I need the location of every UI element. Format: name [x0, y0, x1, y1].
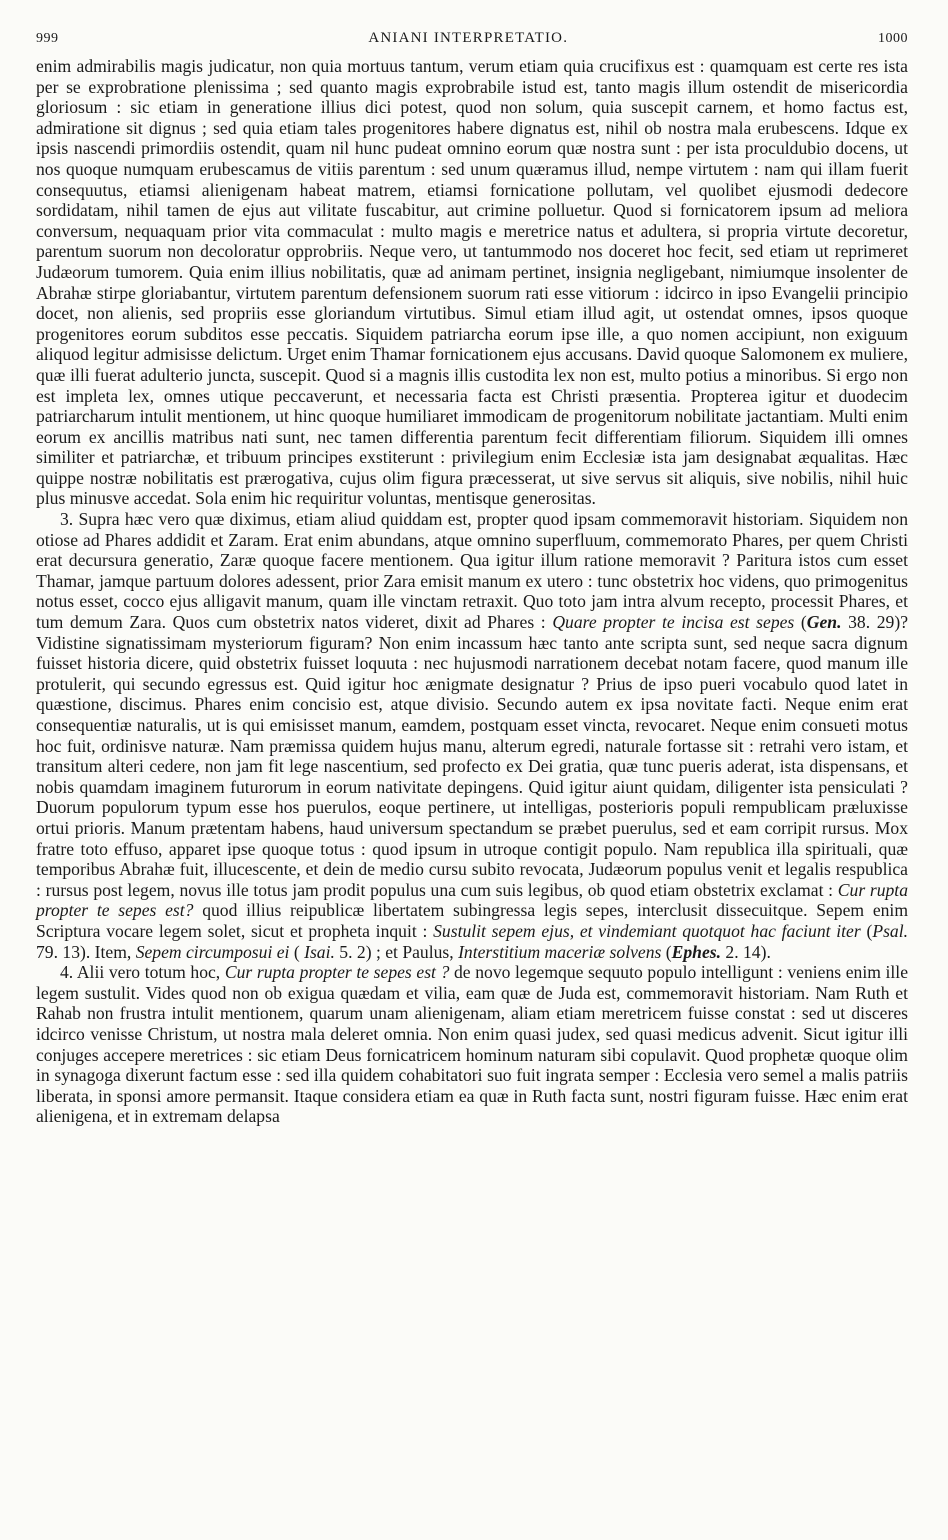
quotation: Sustulit sepem ejus, et vindemiant quotquot hac faciunt iter [433, 920, 861, 941]
paragraph-1: enim admirabilis magis judicatur, non quia mortuus tantum, verum etiam quia crucifixus est : quamquam est certe res ista per se exprobratione plenissima ; sed quanto magis exprobrabile istud est, tanto magis illum ostendit de misericordia gloriosum : sic etiam in generatione illius dici potest, quod non solum, quia suscepit carnem, et homo factus est, admiratione sit dignus ; sed quia etiam tales progenitores habere dignatus est, nihil ob nostra mala erubescens. Idque ex ipsis nascendi primordiis ostendit, quam nil hunc pudeat omnino eorum quæ nostra sunt : per ista proculdubio docens, ut nos quoque numquam erubescamus de vitiis parentum : sed unum quæramus illud, nempe virtutem : nam qui illam fuerit consequutus, etiamsi alienigenam habeat matrem, etiamsi fornicatione pollutam, vel quolibet ejusmodi dedecore sordidatam, nihil tamen de ejus aut vilitate fuscabitur, aut crimine polluetur. Quod si fornicatorem ipsum ad meliora conversum, nequaquam prior vita commaculat : multo magis e meretrice natus et adultera, si propria virtute decoretur, parentum suorum non decoloratur opprobriis. Neque vero, ut tantummodo nos doceret hoc fecit, sed etiam ut reprimeret Judæorum tumorem. Quia enim illius nobilitatis, quæ ad animam pertinet, insignia negligebant, nimiumque insolenter de Abrahæ stirpe gloriabantur, virtutem parentum defensionem suorum rati esse vitiorum : idcirco in ipso Evangelii principio docet, non alienis, sed propriis esse gloriandum virtutibus. Simul etiam illud agit, ut ostendat omnes, ipsos quoque progenitores eorum subditos esse peccatis. Siquidem patriarcha eorum ipse ille, a quo nomen accipiunt, non exiguum aliquod legitur admisisse delictum. Urget enim Thamar fornicationem ejus accusans. David quoque Salomonem ex muliere, quæ illi fuerat adulterio juncta, suscepit. Quod si a magnis illis custodita lex non est, multo potius a minoribus. Si ergo non est impleta lex, omnes utique peccaverunt, et necessaria facta est Christi præsentia. Propterea igitur et duodecim patriarcharum intulit mentionem, ut hinc quoque humiliaret immodicam de progenitorum nobilitate jactantiam. Multi enim eorum ex ancillis matribus nati sunt, nec tamen differentia parentum fecit differentiam filiorum. Siquidem illi omnes similiter et patriarchæ, et tribuum principes exstiterunt : privilegium enim Ecclesiæ ista jam designabat æqualitas. Hæc quippe nostræ nobilitatis est prærogativa, cujus olim figura præcesserat, ut sive servus sit aliquis, sive nobilis, nihil huic plus minusve accedat. Sola enim hic requiritur voluntas, mentisque generositas. [36, 56, 908, 509]
quotation: Quare propter te incisa est sepes [552, 612, 795, 633]
right-page-number: 1000 [878, 31, 908, 46]
reference-number: 79. 13). Item, [36, 941, 132, 962]
paragraph-2-continued: 38. 29)? Vidistine signatissimam mysteriorum figuram? Non enim incassum hæc tanto ante scripta sunt, sed neque sacra dignum fuisset historia dicere, quid obstetrix fuisset loquuta : nec hujusmodi narrationem decebat notam facere, quod manum ille protulerit, qui secundo egressus est. Quid igitur hoc ænigmate designatur ? Prius de ipso pueri vocabulo quod latet in quæstione, discimus. Phares enim concisio est, atque divisio. Secundo autem ex ipsa novitate facti. Neque enim erat consequentiæ naturalis, ut is qui emisisset manum, eamdem, postquam esset vincta, revocaret. Neque enim consueti motus hoc fuit, ordinisve naturæ. Nam præmissa quidem hujus manu, alterum egredi, naturale fortasse sit : retrahi vero istam, et transitum alteri cedere, non jam fit lege nascentium, sed profecto ex Dei gratia, quæ tunc pueris aderat, ista dispensans, et nobis quamdam imaginem futurorum in eorum nativitate depingens. Quid igitur aiunt quidam, diligenter ista pensiculati ? Duorum populorum typum esse hos puerulos, eoque pertinere, ut intelligas, posterioris populi rempublicam præluxisse ortui prioris. Manum prætentam habens, haud universum spectandum se præbet puerulus, sed et eam corripit rursus. Mox fratre toto effuso, apparet ipse quoque totus : quod ipsum in utroque contigit populo. Nam republica illa spirituali, quæ temporibus Abrahæ fuit, illucescente, et dein de medio cursu subito revocata, Judæorum populus venit et legalis respublica : rursus post legem, novus ille totus jam prodit populus una cum suis legibus, ob quod etiam obstetrix exclamat : [36, 612, 909, 900]
paragraph-2: 3. Supra hæc vero quæ diximus, etiam aliud quiddam est, propter quod ipsam commemoravit historiam. Siquidem non otiose ad Phares addidit et Zaram. Erat enim abundans, atque omnino superfluum, commemorato Phares, per quem Christi erat decursura generatio, Zaræ quoque facere mentionem. Qua igitur illum ratione memoravit ? Paritura istos cum esset Thamar, jamque partuum dolores adessent, prior Zara emisit manum ex utero : tunc obstetrix hoc videns, quo primogenitus notus esset, cocco ejus alligavit manum, quam ille vinctam retraxit. Quo toto jam intra alvum recepto, processit Phares, et tum demum Zara. Quos cum obstetrix natos videret, dixit ad Phares : Quare propter te incisa est sepes (Gen. 38. 29)? Vidistine signatissimam mysteriorum figuram? Non enim incassum hæc tanto ante scripta sunt, sed neque sacra dignum fuisset historia dicere, quid obstetrix fuisset loquuta : nec hujusmodi narrationem decebat notam facere, quod manum ille protulerit, qui secundo egressus est. Quid igitur hoc ænigmate designatur ? Prius de ipso pueri vocabulo quod latet in quæstione, discimus. Phares enim concisio est, atque divisio. Secundo autem ex ipsa novitate facti. Neque enim erat consequentiæ naturalis, ut is qui emisisset manum, eamdem, postquam esset vincta, revocaret. Neque enim consueti motus hoc fuit, ordinisve naturæ. Nam præmissa quidem hujus manu, alterum egredi, naturale fortasse sit : retrahi vero istam, et transitum alteri cedere, non jam fit lege nascentium, sed profecto ex Dei gratia, quæ tunc pueris aderat, ista dispensans, et nobis quamdam imaginem futurorum in eorum nativitate depingens. Quid igitur aiunt quidam, diligenter ista pensiculati ? Duorum populorum typum esse hos puerulos, eoque pertinere, ut intelligas, posterioris populi rempublicam præluxisse ortui prioris. Manum prætentam habens, haud universum spectandum se præbet puerulus, sed et eam corripit rursus. Mox fratre toto effuso, apparet ipse quoque totus : quod ipsum in utroque contigit populo. Nam republica illa spirituali, quæ temporibus Abrahæ fuit, illucescente, et dein de medio cursu subito revocata, Judæorum populus venit et legalis respublica : rursus post legem, novus ille totus jam prodit populus una cum suis legibus, ob quod etiam obstetrix exclamat : Cur rupta propter te sepes est? quod illius reipublicæ libertatem subingressa legis sepes, interclusit dissecuitque. Sepem enim Scriptura vocare legem solet, sicut et propheta inquit : Sustulit sepem ejus, et vindemiant quotquot hac faciunt iter (Psal. 79. 13). Item, Sepem circumposui ei ( Isai. 5. 2) ; et Paulus, Interstitium maceriæ solvens (Ephes. 2. 14). [36, 509, 909, 962]
scripture-reference: Ephes. [671, 941, 721, 962]
paragraph-2-text: 3. Supra hæc vero quæ diximus, etiam aliud quiddam est, propter quod ipsam commemoravit historiam. Siquidem non otiose ad Phares addidit et Zaram. Erat enim abundans, atque omnino superfluum, commemorato Phares, per quem Christi erat decursura generatio, Zaræ quoque facere mentionem. Qua igitur illum ratione memoravit ? Paritura istos cum esset Thamar, jamque partuum dolores adessent, prior Zara emisit manum ex utero : tunc obstetrix hoc videns, quo primogenitus notus esset, cocco ejus alligavit manum, quam ille vinctam retraxit. Quo toto jam intra alvum recepto, processit Phares, et tum demum Zara. Quos cum obstetrix natos videret, dixit ad Phares : [36, 509, 908, 633]
paragraph-2-continued: quod illius reipublicæ libertatem subingressa legis sepes, interclusit dissecuitque. Sepem enim Scriptura vocare legem solet, sicut et propheta inquit : [36, 900, 908, 941]
scripture-reference: Isai. [304, 941, 335, 962]
paragraph-3 [36, 962, 908, 1127]
body-text [36, 56, 908, 1127]
left-page-number: 999 [36, 31, 59, 46]
quotation: Interstitium maceriæ solvens [458, 941, 662, 962]
scripture-reference: Gen. [806, 612, 842, 633]
running-header [36, 30, 908, 56]
running-title: ANIANI INTERPRETATIO. [368, 30, 569, 46]
reference-number: 5. 2) ; et Paulus, [339, 941, 454, 962]
quotation: Sepem circumposui ei [135, 941, 290, 962]
quotation: Cur rupta propter te sepes est ? [224, 962, 450, 983]
reference-number: 2. 14). [725, 941, 771, 962]
quotation: Cur rupta propter te sepes est? [36, 879, 908, 921]
scripture-reference: Psal. [872, 920, 909, 941]
paragraph-3-continued: de novo legemque sequuto populo intelligunt : veniens enim ille legem sustulit. Vides quod non ob exigua quædam et vilia, eam quæ de Juda est, commemoravit historiam. Nam Ruth et Rahab non frustra intulit mentionem, quarum unam alienigenam, aliam etiam meretricem fuisse constat : sed ut disceres idcirco venisse Christum, ut nostra mala deleret omnia. Non enim quasi judex, sed quasi medicus advenit. Sicut igitur illi conjuges accepere meretrices : sic etiam Deus fornicatricem hominum naturam sibi copulavit. Quod prophetæ quoque olim in synagoga dixerunt factum esse : sed illa quidem cohabitatori suo fuit ingrata semper : Ecclesia vero semel a malis patriis liberata, in sponsi amore permansit. Itaque considera etiam ea quæ in Ruth facta sunt, nostri figuram fuisse. Hæc enim erat alienigena, et in extremam delapsa [36, 962, 909, 1127]
paragraph-3-text: 4. Alii vero totum hoc, [60, 962, 221, 983]
